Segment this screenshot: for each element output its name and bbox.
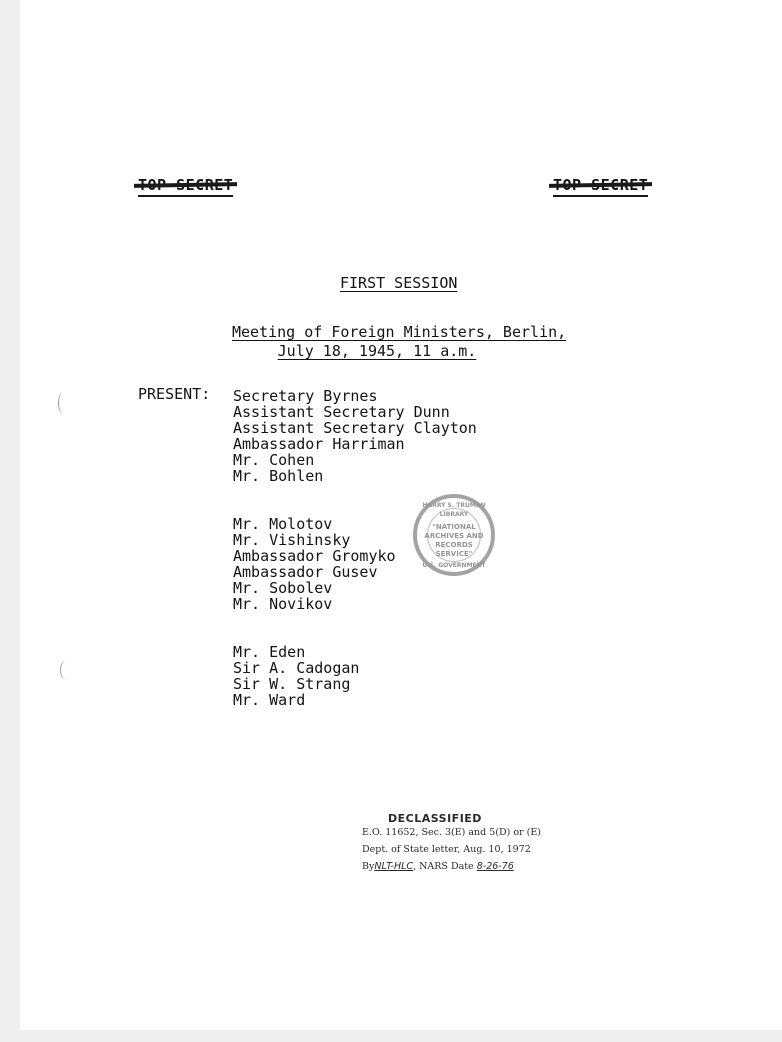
meeting-line-1: Meeting of Foreign Ministers, Berlin, <box>232 323 567 341</box>
margin-mark <box>60 660 73 680</box>
attendee: Mr. Sobolev <box>233 579 333 597</box>
attendee: Ambassador Harriman <box>233 435 405 453</box>
meeting-line-2: July 18, 1945, 11 a.m. <box>277 342 477 360</box>
underline-left <box>138 195 233 197</box>
present-label: PRESENT: <box>138 385 211 403</box>
seal-ring-bottom-text: U.S. GOVERNMENT <box>422 562 486 569</box>
declass-signature-line <box>362 861 592 873</box>
attendee: Sir W. Strang <box>233 675 351 693</box>
declass-nars-label: , NARS Date <box>413 861 474 872</box>
declass-letter: Dept. of State letter, Aug. 10, 1972 <box>362 844 531 855</box>
session-title: FIRST SESSION <box>340 274 458 292</box>
attendees-uk <box>233 644 359 708</box>
seal-center-text: "NATIONAL ARCHIVES AND RECORDS SERVICE" <box>424 523 484 558</box>
attendee: Assistant Secretary Dunn <box>233 403 450 421</box>
declassification-stamp <box>362 812 592 873</box>
attendee: Mr. Novikov <box>233 595 333 613</box>
attendees-us <box>233 388 477 484</box>
attendee: Mr. Ward <box>233 691 306 709</box>
meeting-heading <box>232 323 567 361</box>
underline-right <box>553 195 648 197</box>
declassified-heading: DECLASSIFIED <box>388 812 482 825</box>
classification-marking-left <box>138 176 233 194</box>
attendee: Secretary Byrnes <box>233 387 378 405</box>
attendee: Ambassador Gusev <box>233 563 378 581</box>
attendees-soviet <box>233 516 396 612</box>
declass-initials: NLT-HLC <box>374 861 414 872</box>
attendee: Mr. Cohen <box>233 451 315 469</box>
document-page <box>20 0 782 1030</box>
attendee: Ambassador Gromyko <box>233 547 396 565</box>
declass-date: 8-26-76 <box>476 861 514 872</box>
attendee: Assistant Secretary Clayton <box>233 419 477 437</box>
attendee: Mr. Molotov <box>233 515 333 533</box>
seal-ring-top-text: HARRY S. TRUMAN LIBRARY <box>422 502 486 518</box>
attendee: Sir A. Cadogan <box>233 659 360 677</box>
archive-seal-stamp <box>413 494 495 576</box>
attendee: Mr. Bohlen <box>233 467 324 485</box>
attendee: Mr. Vishinsky <box>233 531 351 549</box>
attendee: Mr. Eden <box>233 643 306 661</box>
declass-by-prefix: By <box>362 861 375 872</box>
classification-marking-right <box>553 176 648 194</box>
margin-mark <box>58 392 69 414</box>
declass-authority: E.O. 11652, Sec. 3(E) and 5(D) or (E) <box>362 827 541 838</box>
